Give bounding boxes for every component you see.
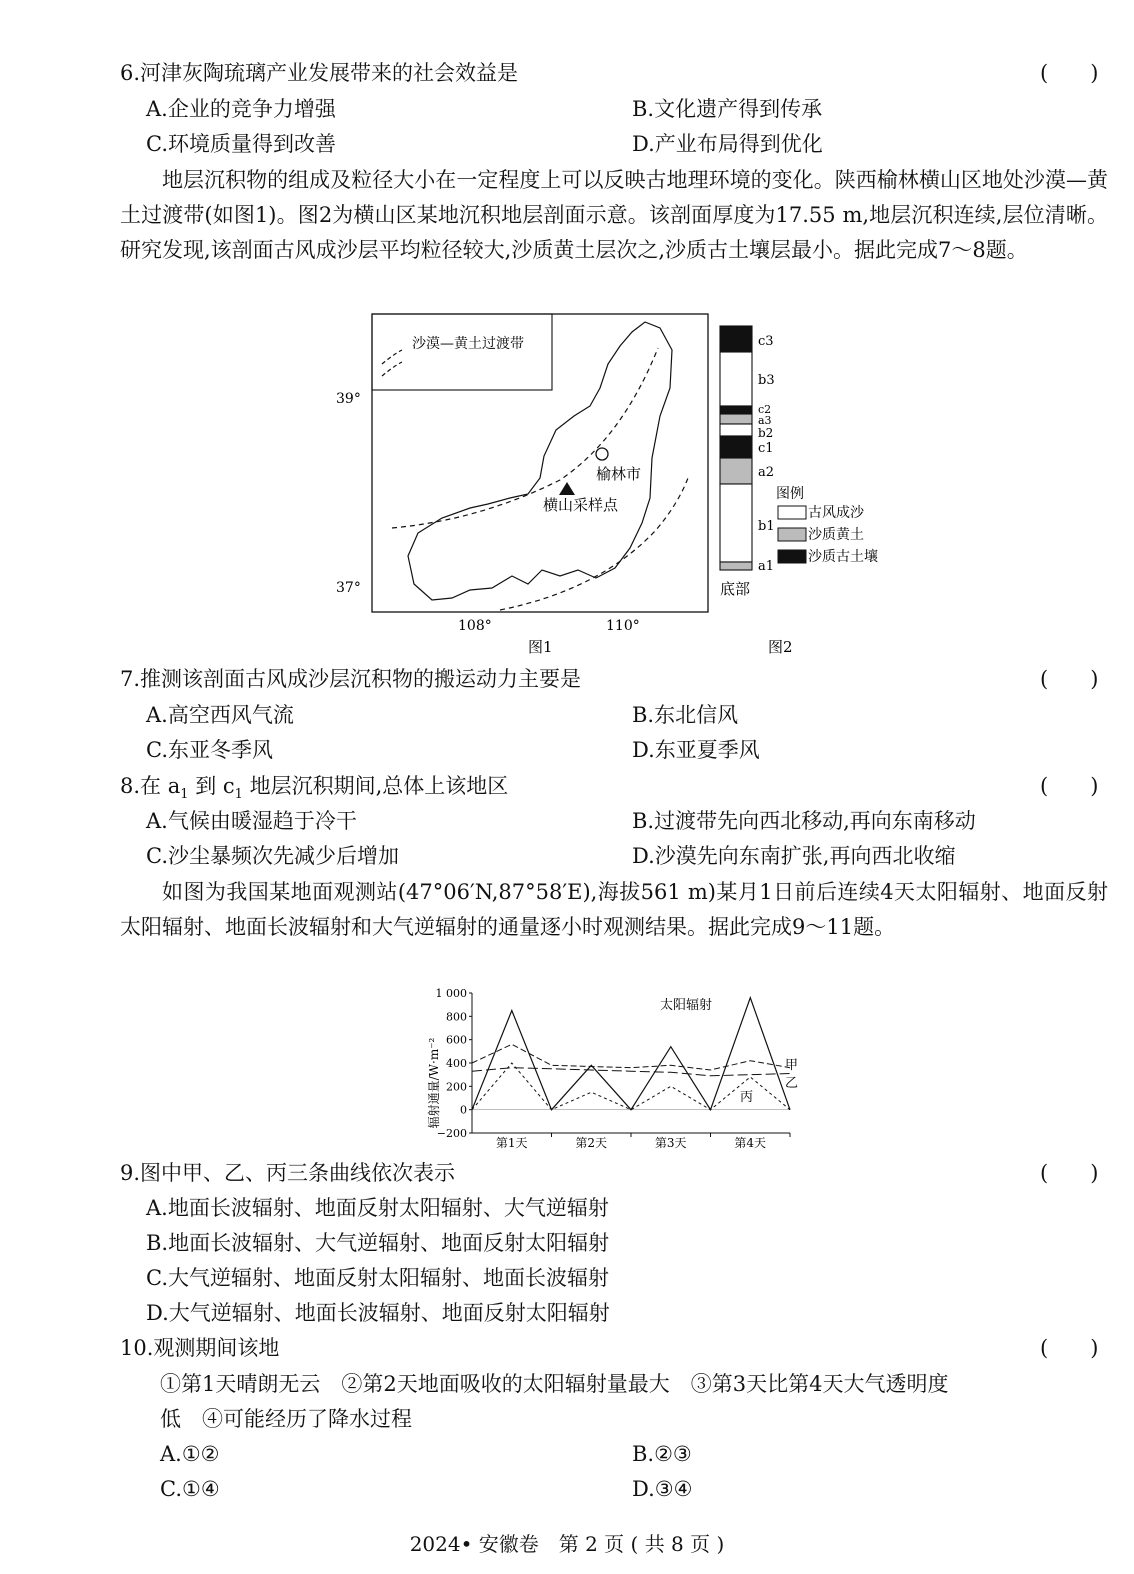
x-tick-label-day2: 第2天: [575, 1136, 608, 1150]
q9-answer-paren: ( ): [1040, 1161, 1099, 1185]
legend-paleosol-swatch: [778, 550, 806, 563]
chart-ylabel: 辐射通量/W·m⁻²: [427, 1037, 441, 1129]
figure-2-caption: 图2: [768, 638, 793, 656]
figure-2-column: [710, 318, 910, 658]
q7-option-b: B.东北信风: [632, 703, 739, 727]
q10-option-d: D.③④: [632, 1477, 693, 1501]
q10-statements-line1: ①第1天晴朗无云 ②第2天地面吸收的太阳辐射量最大 ③第3天比第4天大气透明度: [160, 1372, 949, 1396]
q6-option-b: B.文化遗产得到传承: [632, 97, 823, 121]
label-b2: b2: [758, 426, 774, 440]
label-b3: b3: [758, 373, 775, 388]
q9-option-a: A.地面长波辐射、地面反射太阳辐射、大气逆辐射: [146, 1196, 609, 1220]
lon-108-label: 108°: [458, 618, 492, 634]
label-c3: c3: [758, 334, 774, 349]
label-a1: a1: [758, 559, 775, 574]
figure-1-map: [336, 308, 720, 658]
q6-stem: 6.河津灰陶琉璃产业发展带来的社会效益是: [120, 61, 519, 85]
column-bottom-label: 底部: [720, 580, 751, 598]
legend-dash-icon: [382, 350, 402, 364]
label-c2: c2: [758, 403, 772, 416]
q6-option-a: A.企业的竞争力增强: [146, 97, 336, 121]
page-footer: 2024• 安徽卷 第 2 页 ( 共 8 页 ): [409, 1532, 725, 1556]
q8-option-b: B.过渡带先向西北移动,再向东南移动: [632, 809, 976, 833]
q9-option-b: B.地面长波辐射、大气逆辐射、地面反射太阳辐射: [146, 1231, 610, 1255]
legend-sand-swatch: [778, 506, 806, 519]
legend-loess-swatch: [778, 528, 806, 541]
q7-answer-paren: ( ): [1040, 667, 1099, 691]
series-label-solar: 太阳辐射: [660, 998, 713, 1013]
q6-option-d: D.产业布局得到优化: [632, 132, 823, 156]
layer-b2: [720, 424, 752, 436]
q9-option-d: D.大气逆辐射、地面长波辐射、地面反射太阳辐射: [146, 1301, 610, 1325]
y-tick-label: 400: [446, 1057, 467, 1070]
layer-c2: [720, 406, 752, 414]
q8-stem: 8.在 $a_1$ 到 $c_1$ 地层沉积期间,总体上该地区: [120, 774, 509, 803]
q8-option-a: A.气候由暖湿趋于冷干: [146, 809, 357, 833]
fig2-legend-title: 图例: [776, 486, 804, 502]
q8-option-c: C.沙尘暴频次先减少后增加: [146, 844, 399, 868]
q8-option-d: D.沙漠先向东南扩张,再向西北收缩: [632, 844, 956, 868]
legend-paleosol-label: 沙质古土壤: [808, 549, 878, 565]
layer-a3: [720, 414, 752, 424]
q6-option-c: C.环境质量得到改善: [146, 132, 336, 156]
layer-b3: [720, 352, 752, 406]
x-tick-label-day4: 第4天: [734, 1136, 767, 1150]
yulin-region-outline: [408, 322, 672, 600]
layer-c3: [720, 326, 752, 352]
lat-37-label: 37°: [336, 580, 361, 596]
y-tick-label: 0: [460, 1103, 467, 1117]
q7-option-c: C.东亚冬季风: [146, 738, 273, 762]
series-label-bing: 丙: [740, 1090, 754, 1105]
legend-loess-label: 沙质黄土: [808, 527, 864, 543]
sample-site-marker: [559, 482, 575, 495]
map-frame: [372, 314, 708, 612]
series-label-yi: 乙: [785, 1076, 799, 1091]
series-label-jia: 甲: [785, 1058, 799, 1073]
q8-answer-paren: ( ): [1040, 774, 1099, 798]
transition-belt-north: [392, 348, 658, 528]
q9-stem: 9.图中甲、乙、丙三条曲线依次表示: [120, 1161, 456, 1185]
yulin-city-marker: [596, 448, 608, 460]
y-tick-label: 1 000: [435, 987, 467, 1000]
radiation-chart: [427, 983, 810, 1155]
lat-39-label: 39°: [336, 391, 361, 407]
legend-sand-label: 古风成沙: [808, 505, 864, 521]
series-line-2: [472, 1044, 790, 1070]
label-c1: c1: [758, 441, 774, 456]
y-tick-label: 800: [446, 1010, 467, 1024]
y-tick-label: −200: [436, 1127, 467, 1140]
layer-c1: [720, 436, 752, 458]
passage-9-11: 如图为我国某地面观测站(47°06′N,87°58′E),海拔561 m)某月1日前后连续4天太阳辐射、地面反射太阳辐射、地面长波辐射和大气逆辐射的通量逐小时观测结果。据此完成9～11题。: [120, 880, 1108, 939]
label-a3: a3: [758, 414, 772, 427]
lon-110-label: 110°: [606, 618, 640, 634]
q10-option-a: A.①②: [160, 1442, 220, 1466]
label-a2: a2: [758, 465, 775, 480]
map-legend-box: [372, 314, 552, 390]
q10-statements-line2: 低 ④可能经历了降水过程: [160, 1407, 412, 1431]
layer-a2: [720, 458, 752, 484]
y-tick-label: 200: [446, 1080, 467, 1094]
q7-option-d: D.东亚夏季风: [632, 738, 760, 762]
layer-b1: [720, 484, 752, 562]
q7-stem: 7.推测该剖面古风成沙层沉积物的搬运动力主要是: [120, 667, 582, 691]
q10-option-c: C.①④: [160, 1477, 220, 1501]
y-tick-label: 600: [446, 1033, 467, 1047]
layer-a1: [720, 562, 752, 570]
q10-option-b: B.②③: [632, 1442, 692, 1466]
label-b1: b1: [758, 519, 775, 534]
q10-answer-paren: ( ): [1040, 1336, 1099, 1360]
site-label: 横山采样点: [543, 496, 619, 514]
map-legend-label: 沙漠—黄土过渡带: [412, 336, 524, 352]
passage-7-8: 地层沉积物的组成及粒径大小在一定程度上可以反映古地理环境的变化。陕西榆林横山区地处沙漠—黄土过渡带(如图1)。图2为横山区某地沉积地层剖面示意。该剖面厚度为17.55 m,地层沉积连续,层位清晰。研究发现,该剖面古风成沙层平均粒径较大,沙质黄土层次之,沙质古土壤层最小。据此完成7～8题。: [120, 168, 1108, 262]
city-label: 榆林市: [596, 465, 642, 483]
q10-stem: 10.观测期间该地: [120, 1336, 280, 1360]
q7-option-a: A.高空西风气流: [146, 703, 294, 727]
figure-1-caption: 图1: [528, 638, 553, 656]
x-tick-label-day1: 第1天: [495, 1136, 528, 1150]
q9-option-c: C.大气逆辐射、地面反射太阳辐射、地面长波辐射: [146, 1266, 609, 1290]
x-tick-label-day3: 第3天: [654, 1136, 687, 1150]
q6-answer-paren: ( ): [1040, 61, 1099, 85]
